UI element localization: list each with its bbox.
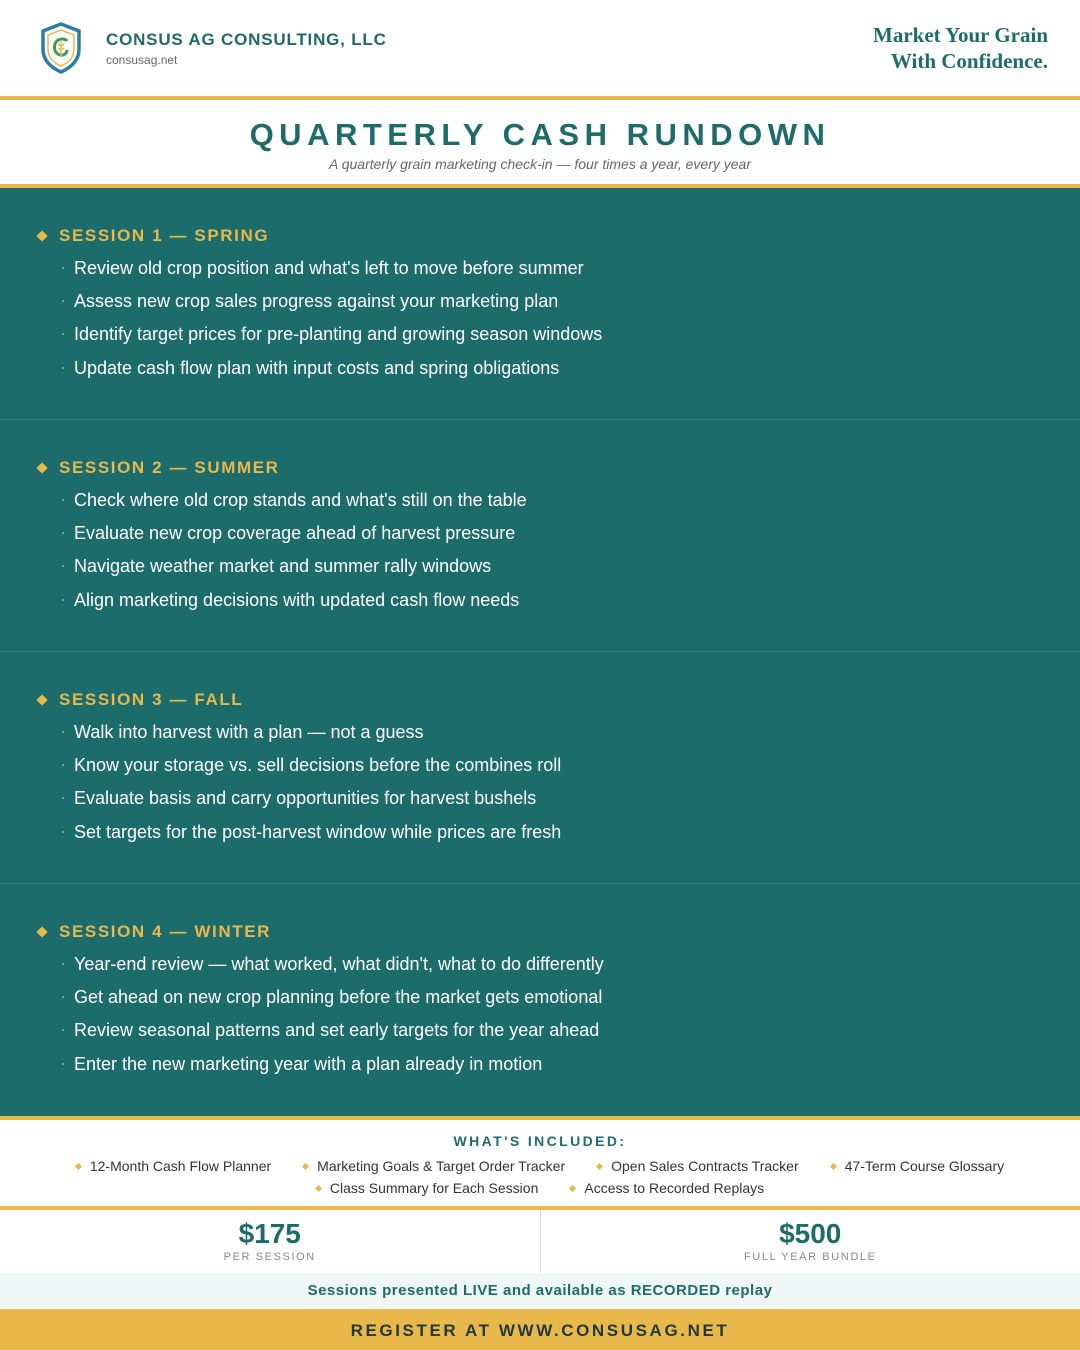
list-item: Year-end review — what worked, what didn't, what to do differently — [60, 953, 1080, 986]
included-item: 12-Month Cash Flow Planner — [76, 1158, 271, 1174]
session-winter — [0, 884, 1080, 1116]
session-title: SESSION 3 — FALL — [59, 690, 244, 709]
list-item: Evaluate new crop coverage ahead of harvest pressure — [60, 522, 1080, 555]
included-item: Class Summary for Each Session — [316, 1180, 539, 1196]
diamond-icon — [36, 926, 47, 937]
sessions-panel — [0, 188, 1080, 1116]
diamond-icon — [830, 1162, 837, 1169]
diamond-icon — [75, 1162, 82, 1169]
diamond-icon — [315, 1184, 322, 1191]
price-per-session — [0, 1210, 540, 1273]
register-banner[interactable]: REGISTER AT WWW.CONSUSAG.NET — [0, 1309, 1080, 1350]
page-subtitle: A quarterly grain marketing check-in — four times a year, every year — [329, 156, 751, 172]
list-item: Evaluate basis and carry opportunities for harvest bushels — [60, 787, 1080, 820]
brand-name: CONSUS AG CONSULTING, LLC — [106, 30, 387, 49]
session-title: SESSION 1 — SPRING — [59, 226, 270, 245]
diamond-icon — [596, 1162, 603, 1169]
included-item: Access to Recorded Replays — [570, 1180, 764, 1196]
list-item: Know your storage vs. sell decisions before the combines roll — [60, 754, 1080, 787]
diamond-icon — [36, 462, 47, 473]
tagline — [873, 22, 1048, 74]
title-block — [0, 100, 1080, 184]
session-summer — [0, 420, 1080, 652]
diamond-icon — [569, 1184, 576, 1191]
list-item: Align marketing decisions with updated cash flow needs — [60, 589, 1080, 622]
tagline-line-1: Market Your Grain — [873, 23, 1048, 47]
price-amount: $175 — [238, 1218, 301, 1249]
session-title: SESSION 2 — SUMMER — [59, 458, 280, 477]
session-title: SESSION 4 — WINTER — [59, 922, 272, 941]
list-item: Set targets for the post-harvest window while prices are fresh — [60, 821, 1080, 854]
included-item: Open Sales Contracts Tracker — [597, 1158, 799, 1174]
list-item: Walk into harvest with a plan — not a guess — [60, 721, 1080, 754]
price-label: PER SESSION — [223, 1251, 316, 1263]
price-label: FULL YEAR BUNDLE — [743, 1251, 877, 1263]
list-item: Identify target prices for pre-planting and growing season windows — [60, 323, 1080, 356]
page-title: QUARTERLY CASH RUNDOWN — [249, 117, 831, 152]
list-item: Assess new crop sales progress against your marketing plan — [60, 290, 1080, 323]
list-item: Check where old crop stands and what's still on the table — [60, 489, 1080, 522]
list-item: Get ahead on new crop planning before the market gets emotional — [60, 986, 1080, 1019]
list-item: Update cash flow plan with input costs and spring obligations — [60, 357, 1080, 390]
price-amount: $500 — [779, 1218, 842, 1249]
pricing — [0, 1210, 1080, 1273]
header — [0, 0, 1080, 96]
whats-included — [0, 1120, 1080, 1206]
included-item: Marketing Goals & Target Order Tracker — [303, 1158, 565, 1174]
included-item: 47-Term Course Glossary — [831, 1158, 1005, 1174]
diamond-icon — [302, 1162, 309, 1169]
wheat-shield-icon — [40, 22, 82, 74]
list-item: Review seasonal patterns and set early targets for the year ahead — [60, 1019, 1080, 1052]
list-item: Review old crop position and what's left to move before summer — [60, 257, 1080, 290]
diamond-icon — [36, 694, 47, 705]
diamond-icon — [36, 230, 47, 241]
price-full-year — [540, 1210, 1080, 1273]
live-note: Sessions presented LIVE and available as RECORDED replay — [0, 1273, 1080, 1309]
included-title: WHAT'S INCLUDED: — [453, 1133, 627, 1149]
session-fall — [0, 652, 1080, 884]
brand-url[interactable]: consusag.net — [106, 53, 178, 67]
tagline-line-2: With Confidence. — [890, 49, 1048, 73]
session-spring — [0, 188, 1080, 420]
list-item: Navigate weather market and summer rally windows — [60, 555, 1080, 588]
list-item: Enter the new marketing year with a plan already in motion — [60, 1053, 1080, 1086]
